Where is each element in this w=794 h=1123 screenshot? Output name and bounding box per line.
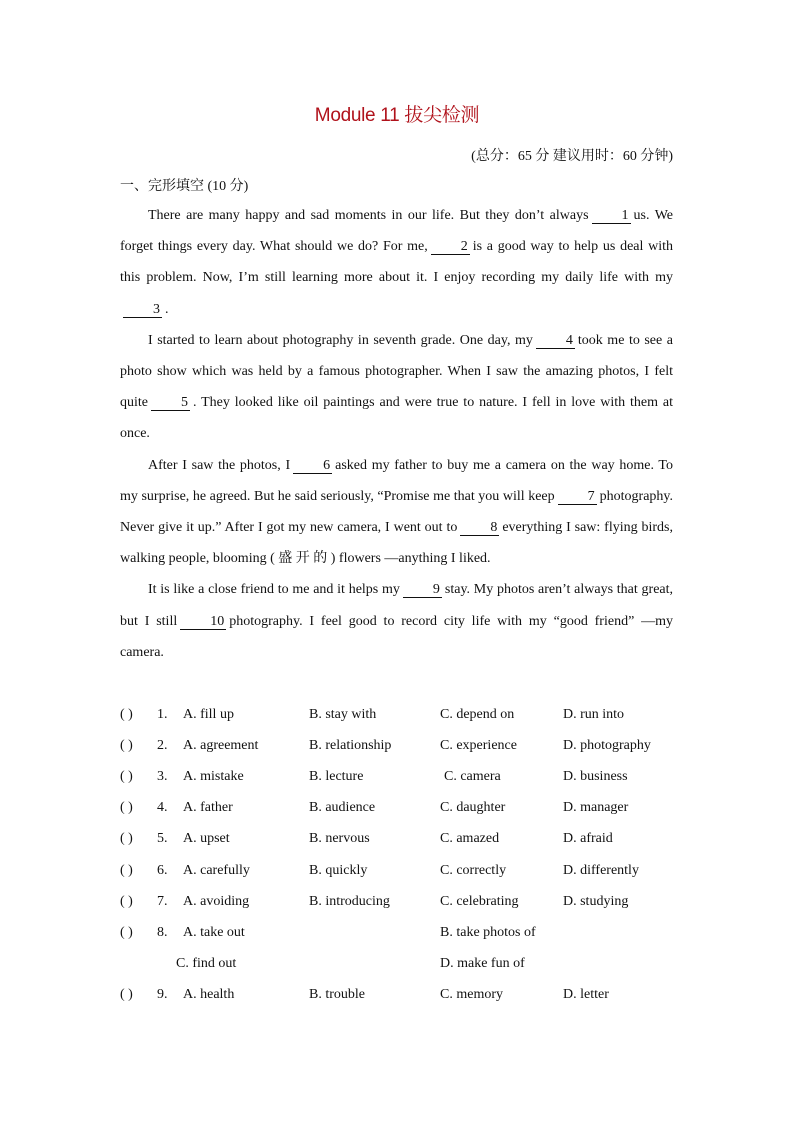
blank-8: 8 <box>460 520 499 536</box>
answer-bracket[interactable]: ( ) <box>120 800 133 815</box>
option-a: A. agreement <box>183 738 259 753</box>
option-b: B. relationship <box>309 738 392 753</box>
option-a: A. fill up <box>183 707 234 722</box>
option-a: A. upset <box>183 831 230 846</box>
question-row <box>120 769 680 791</box>
section-heading: 一、完形填空 (10 分) <box>120 179 249 194</box>
option-b: B. nervous <box>309 831 370 846</box>
question-number: 2. <box>157 738 168 753</box>
answer-bracket[interactable]: ( ) <box>120 894 133 909</box>
answer-bracket[interactable]: ( ) <box>120 863 133 878</box>
option-c: C. correctly <box>440 863 507 878</box>
answer-bracket[interactable]: ( ) <box>120 707 133 722</box>
option-b: B. trouble <box>309 987 365 1002</box>
option-d: D. letter <box>563 987 609 1002</box>
blank-3: 3 <box>123 302 162 318</box>
option-a: A. father <box>183 800 233 815</box>
question-number: 6. <box>157 863 168 878</box>
option-b-right: B. take photos of <box>440 925 536 940</box>
answer-bracket[interactable]: ( ) <box>120 769 133 784</box>
option-d: D. business <box>563 769 628 784</box>
option-c: C. find out <box>176 956 237 971</box>
paragraph-3: After I saw the photos, I 6 asked my father to buy me a camera on the way home. To my surprise, he agreed. But he said seriously, “Promise me that you will keep 7 photography. Never give it up.” After I got my new camera, I went out to 8 everything I saw: flying birds, walking people, blooming ( 盛 开 的 ) flowers —anything I liked. <box>120 457 674 567</box>
question-number: 5. <box>157 831 168 846</box>
blank-4: 4 <box>536 333 575 349</box>
option-d: D. differently <box>563 863 639 878</box>
option-a: A. carefully <box>183 863 250 878</box>
option-b: B. stay with <box>309 707 377 722</box>
blank-10: 10 <box>180 614 226 630</box>
page-title: Module 11 拔尖检测 <box>314 105 480 126</box>
question-row <box>120 800 680 822</box>
blank-9: 9 <box>403 582 442 598</box>
option-d: D. afraid <box>563 831 613 846</box>
option-c: C. celebrating <box>440 894 519 909</box>
question-row <box>120 831 680 853</box>
answer-bracket[interactable]: ( ) <box>120 925 133 940</box>
option-d: D. manager <box>563 800 629 815</box>
option-b: B. introducing <box>309 894 390 909</box>
question-number: 9. <box>157 987 168 1002</box>
option-d: D. make fun of <box>440 956 525 971</box>
option-a: A. avoiding <box>183 894 250 909</box>
question-row <box>120 707 680 729</box>
answer-bracket[interactable]: ( ) <box>120 987 133 1002</box>
question-row <box>120 987 680 1009</box>
paragraph-1: There are many happy and sad moments in our life. But they don’t always 1 us. We forget things every day. What should we do? For me, 2 is a good way to help us deal with this problem. Now, I’m still learning more about it. I enjoy recording my daily life with my3 . <box>120 208 673 317</box>
option-c: C. daughter <box>440 800 506 815</box>
paragraph-4: It is like a close friend to me and it helps my 9 stay. My photos aren’t always that great, but I still 10 photography. I feel good to record city life with my “good friend” —my camera. <box>120 582 674 660</box>
option-a: A. mistake <box>183 769 244 784</box>
blank-1: 1 <box>592 208 631 224</box>
question-row <box>120 894 680 916</box>
question-row <box>120 738 680 760</box>
question-number: 8. <box>157 925 168 940</box>
answer-bracket[interactable]: ( ) <box>120 831 133 846</box>
blank-5: 5 <box>151 395 190 411</box>
question-number: 7. <box>157 894 168 909</box>
score-time-note: (总分：65 分 建议用时：60 分钟) <box>471 149 673 164</box>
question-row-continued <box>120 956 680 978</box>
blank-2: 2 <box>431 239 470 255</box>
option-d: D. studying <box>563 894 629 909</box>
option-a: A. take out <box>183 925 245 940</box>
cloze-passage <box>120 200 673 668</box>
option-c: C. amazed <box>440 831 500 846</box>
question-number: 4. <box>157 800 168 815</box>
paragraph-2: I started to learn about photography in seventh grade. One day, my 4 took me to see a photo show which was held by a famous photographer. When I saw the amazing photos, I felt quite 5 . They looked like oil paintings and were true to nature. I fell in love with them at once. <box>120 332 673 442</box>
option-b: B. quickly <box>309 863 368 878</box>
option-c: C. memory <box>440 987 503 1002</box>
option-d: D. run into <box>563 707 625 722</box>
option-c: C. camera <box>444 769 501 784</box>
question-row <box>120 925 680 947</box>
option-c: C. experience <box>440 738 517 753</box>
option-d: D. photography <box>563 738 651 753</box>
answer-bracket[interactable]: ( ) <box>120 738 133 753</box>
blank-7: 7 <box>558 489 597 505</box>
option-b: B. lecture <box>309 769 364 784</box>
option-b: B. audience <box>309 800 376 815</box>
question-number: 1. <box>157 707 168 722</box>
option-a: A. health <box>183 987 235 1002</box>
question-row <box>120 863 680 885</box>
question-number: 3. <box>157 769 168 784</box>
option-c: C. depend on <box>440 707 515 722</box>
blank-6: 6 <box>293 458 332 474</box>
